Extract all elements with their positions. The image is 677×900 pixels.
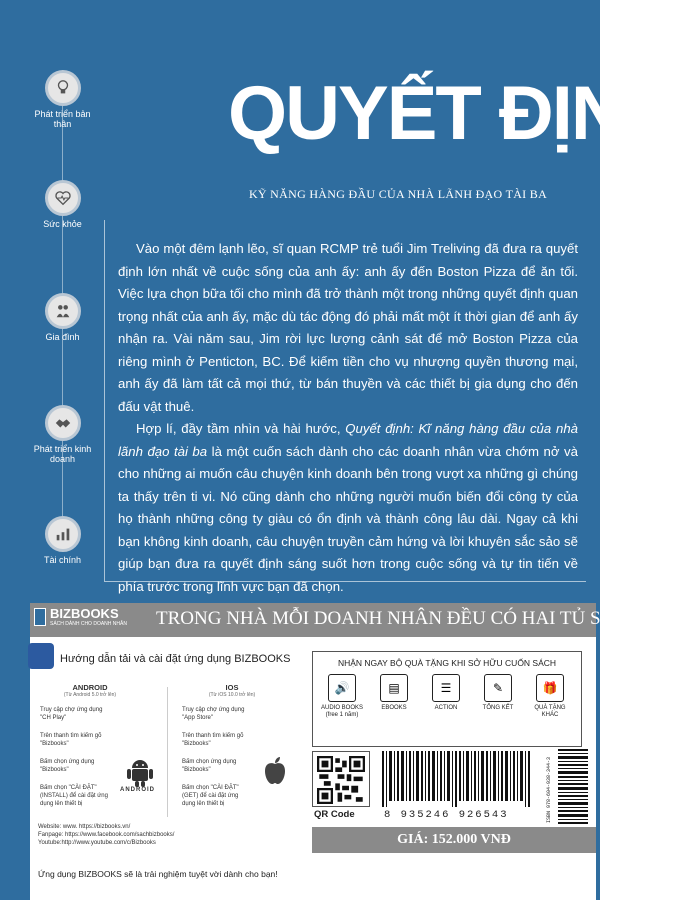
price-text: GIÁ: 152.000 VNĐ	[397, 832, 511, 847]
handshake-icon	[45, 405, 81, 441]
paragraph-2-book-title: Quyết định: Kĩ năng hàng đầu của nhà lãnh đạo tài ba	[118, 421, 578, 459]
audio-book-icon: 🔊	[328, 674, 356, 702]
gift-item	[321, 674, 363, 719]
gift-label: QUÀ TẶNG KHÁC	[534, 705, 566, 718]
description-paragraph-2	[118, 418, 578, 598]
gift-box	[312, 651, 582, 747]
ios-step: Trên thanh tìm kiếm gõ "Bizbooks"	[182, 733, 244, 747]
guide-title: Hướng dẫn tải và cài đặt ứng dụng BIZBOOKS	[60, 653, 291, 665]
isbn-text: ISBN 978-604-938-344-3	[546, 756, 552, 823]
android-step: Truy cập chợ ứng dụng "CH Play"	[40, 707, 103, 721]
paragraph-2-lead: Hợp lí, đầy tầm nhìn và hài hước,	[136, 421, 346, 436]
contact-links	[38, 823, 174, 847]
publisher-band	[30, 603, 641, 900]
gift-item	[425, 674, 467, 712]
bizbooks-app-icon	[28, 643, 54, 669]
rail-label: Tài chính	[43, 555, 82, 565]
band-header	[30, 603, 641, 637]
rail-item-finance	[25, 516, 100, 565]
android-step: Bấm chọn ứng dụng "Bizbooks"	[40, 759, 95, 773]
qr-box	[312, 751, 370, 807]
rail-label: Sức khỏe	[43, 219, 82, 229]
book-subtitle: KỸ NĂNG HÀNG ĐẦU CỦA NHÀ LÃNH ĐẠO TÀI BA	[248, 187, 548, 201]
rail-label: Phát triển bản thân	[34, 109, 91, 129]
gift-title: NHẬN NGAY BỘ QUÀ TẶNG KHI SỞ HỮU CUỐN SÁCH	[337, 658, 557, 668]
gift-item	[529, 674, 571, 719]
finance-chart-icon	[45, 516, 81, 552]
rail-item-family	[25, 293, 100, 342]
guide-footer: Ứng dụng BIZBOOKS sẽ là trải nghiệm tuyệt vời dành cho bạn!	[38, 869, 278, 879]
ebook-icon: ▤	[380, 674, 408, 702]
ios-step: Truy cập chợ ứng dụng "App Store"	[182, 707, 245, 721]
heart-pulse-icon	[45, 180, 81, 216]
qr-code[interactable]	[317, 756, 365, 804]
rail-item-health	[25, 180, 100, 229]
summary-icon: ✎	[484, 674, 512, 702]
barcode	[380, 751, 532, 807]
gift-label: TỔNG KẾT	[482, 705, 514, 711]
ios-name: IOS	[225, 683, 239, 692]
brand-tagline: SÁCH DÀNH CHO DOANH NHÂN	[50, 621, 127, 627]
description-paragraph-1: Vào một đêm lạnh lẽo, sĩ quan RCMP trẻ tuổi Jim Treliving đã đưa ra quyết định lớn nhất về cuộc sống của anh ấy: anh ấy đến Boston Pizza để ăn tối. Việc lựa chọn bữa tối cho mình đã trở thành một trong những quyết định quan trọng nhất của anh ấy, mặc dù tác động đó phải mất một ít thời gian để anh ấy nhận ra. Vài năm sau, Jim rời lực lượng cảnh sát để mở Boston Pizza của riêng mình ở Penticton, BC. Để kiếm tiền cho vụ nhượng quyền thương mại, anh ấy đã làm tất cả mọi thứ, từ bán thuyền và các thiết bị gia dụng cho đến đấu vật thuê.	[118, 241, 578, 414]
lightbulb-person-icon	[45, 70, 81, 106]
rail-item-business	[25, 405, 100, 464]
android-name: ANDROID	[72, 683, 108, 692]
gift-icon: 🎁	[536, 674, 564, 702]
bizbooks-mark-icon	[34, 608, 46, 626]
android-robot-icon	[126, 757, 154, 787]
website-link[interactable]: Website: www. https://bizbooks.vn/	[38, 824, 131, 830]
gift-item	[477, 674, 519, 712]
ios-step: Bấm chọn ứng dụng "Bizbooks"	[182, 759, 237, 773]
bizbooks-logo	[34, 606, 127, 634]
android-column	[30, 683, 150, 818]
family-icon	[45, 293, 81, 329]
rail-label: Gia đình	[45, 332, 80, 342]
gift-item	[373, 674, 415, 712]
qr-label: QR Code	[314, 809, 355, 820]
rail-label: Phát triển kinh doanh	[33, 444, 92, 464]
ios-column	[172, 683, 292, 818]
android-wordmark: ANDROID	[120, 787, 155, 793]
android-step: Bấm chọn "CÀI ĐẶT" (INSTALL) để cài đặt ứng dụng lên thiết bị	[40, 785, 108, 807]
os-divider	[167, 687, 168, 817]
band-slogan: TRONG NHÀ MỖI DOANH NHÂN ĐỀU CÓ HAI TỦ SÁCH	[156, 608, 641, 629]
book-title: QUYẾT ĐỊNH	[228, 71, 677, 156]
barcode-number: 8 935246 926543	[384, 809, 509, 821]
price-bar	[312, 827, 596, 853]
rail-item-personal-growth	[25, 70, 100, 129]
android-version: (Từ Android 5.0 trở lên)	[63, 692, 117, 698]
brand-name: BIZBOOKS	[50, 606, 119, 621]
paragraph-2-rest: là một cuốn sách dành cho các doanh nhân vừa chớm nở và cho những ai muốn câu chuyện kinh doanh bên trong vượt xa những gì chúng ta thấy trên ti vi. Nó cũng dành cho những người muốn biến đổi công ty của họ thành những công ty giàu có ổn định và thành công lâu dài. Ngay cả khi bạn không kinh doanh, câu chuyện truyền cảm hứng và lời khuyên sắc sảo sẽ giúp bạn đưa ra quyết định sáng suốt hơn trong cuộc sống và tự tin tiến về phía trước trong lĩnh vực bạn đã chọn.	[118, 443, 578, 594]
android-step: Trên thanh tìm kiếm gõ "Bizbooks"	[40, 733, 102, 747]
gift-label: EBOOKS	[381, 705, 407, 711]
ios-step: Bấm chọn "CÀI ĐẶT" (GET) để cài đặt ứng dụng lên thiết bị	[182, 785, 239, 807]
fanpage-link[interactable]: Fanpage: https://www.facebook.com/sachbizbooks/	[38, 832, 175, 838]
book-description	[118, 238, 578, 598]
gift-label: AUDIO BOOKS (free 1 năm)	[321, 705, 364, 718]
gift-price-panel	[300, 637, 596, 900]
apple-logo-icon	[262, 755, 288, 785]
app-guide-panel	[30, 637, 300, 900]
ios-version: (Từ iOS 10.0 trở lên)	[208, 692, 256, 698]
youtube-link[interactable]: Youtube:http://www.youtube.com/c/Bizbooks	[38, 840, 156, 846]
action-icon: ☰	[432, 674, 460, 702]
isbn-barcode-vertical	[542, 747, 592, 825]
gift-label: ACTION	[434, 705, 458, 711]
